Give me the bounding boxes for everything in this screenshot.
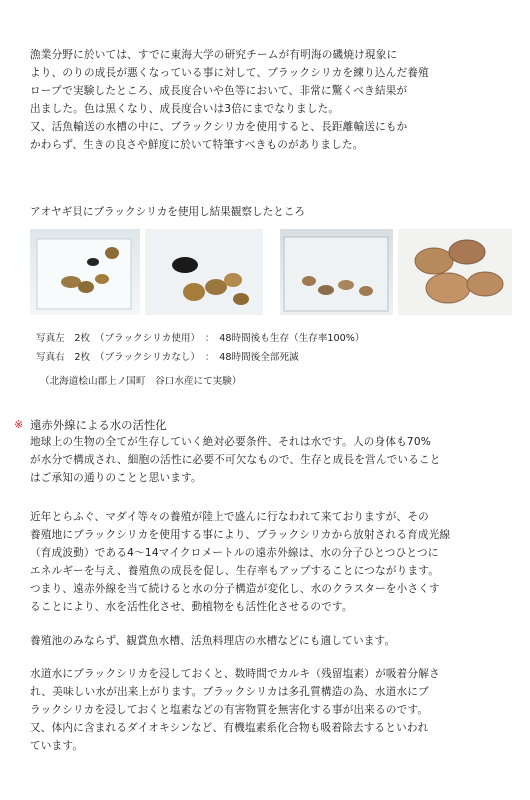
shell-photo-left-1 (30, 229, 140, 315)
experiment-location: （北海道桧山郡上ノ国町 谷口水産にて実験） (40, 376, 242, 387)
section-paragraph-1: 地球上の生物の全てが生存していく絶対必要条件、それは水です。人の身体も70% が水分で構成され、細胞の活性に必要不可欠なもので、生存と成長を営んでいること はご承知の通りのことと思います。 (30, 436, 441, 484)
section-paragraph-3: 養殖池のみならず、観賞魚水槽、活魚料理店の水槽などにも適しています。 (30, 635, 396, 647)
section-title: 遠赤外線による水の活性化 (30, 418, 167, 432)
legend-right: 写真右 2枚 （ブラックシリカなし） ： 48時間後全部死滅 (36, 352, 299, 363)
shell-photo-left-2 (145, 229, 263, 315)
photo-strip (30, 229, 512, 315)
shell-photo-right-2 (398, 229, 512, 315)
legend-left: 写真左 2枚 （ブラックシリカ使用） ： 48時間後も生存（生存率100%） (36, 333, 365, 344)
section-paragraph-2: 近年とらふぐ、マダイ等々の養殖が陸上で盛んに行なわれて来ておりますが、その 養殖地にブラックシリカを使用する事により、ブラックシリカから放射される育成光線 （育成波動）である4～14マイクロメートルの遠赤外線は、水の分子ひとつひとつに エネルギーを与え、養殖魚の成長を促し、生存率もアップすることにつながります。 つまり、遠赤外線を当て続けると水の分子構造が変化し、水のクラスターを小さくす ることにより、水を活性化させ、動植物をも活性化させるのです。 (30, 511, 451, 613)
section-paragraph-4: 水道水にブラックシリカを浸しておくと、数時間でカルキ（残留塩素）が吸着分解さ れ、美味しい水が出来上がります。ブラックシリカは多孔質構造の為、水道水にブ ラックシリカを浸しておくと塩素などの有害物質を無害化する事が出来るのです。 又、体内に含まれるダイオキシンなど、有機塩素系化合物も吸着除去するといわれ ています。 (30, 668, 440, 752)
section-mark: ※ (14, 418, 24, 431)
intro-paragraph: 漁業分野に於いては、すでに東海大学の研究チームが有明海の磯焼け現象に より、のりの成長が悪くなっている事に対して、ブラックシリカを練り込んだ養殖 ロープで実験したところ、成長度合いや色等において、非常に驚くべき結果が 出ました。色は黒くなり、成長度合いは3倍にまでなりました。 又、活魚輸送の水槽の中に、ブラックシリカを使用すると、長距離輸送にもか かわらず、生きの良さや鮮度に於いて特筆すべきものがありました。 (30, 49, 429, 151)
shell-photo-right-1 (280, 229, 393, 315)
photo-caption-title: アオヤギ貝にブラックシリカを使用し結果観察したところ (30, 206, 306, 218)
